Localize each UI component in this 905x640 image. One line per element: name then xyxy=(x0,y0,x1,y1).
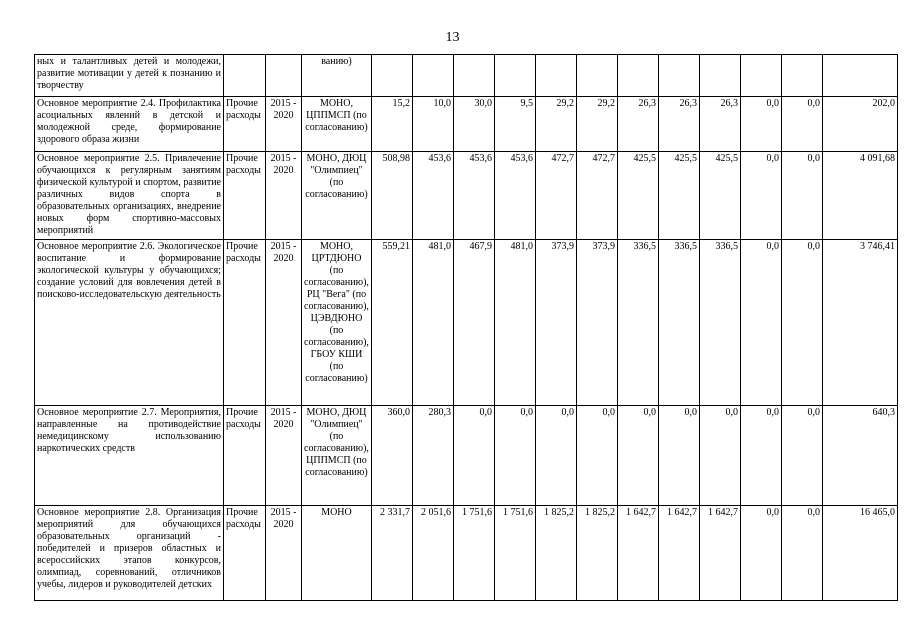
value-cell: 453,6 xyxy=(412,152,453,240)
value-cell: 0,0 xyxy=(740,406,781,506)
value-cell: 15,2 xyxy=(371,97,412,152)
table-row xyxy=(35,406,898,506)
value-cell: 29,2 xyxy=(535,97,576,152)
value-cell: 0,0 xyxy=(781,240,822,406)
table-row xyxy=(35,506,898,601)
total-cell: 202,0 xyxy=(822,97,897,152)
value-cell: 0,0 xyxy=(494,406,535,506)
executor: МОНО, ДЮЦ "Олимпиец" (по согласованию) xyxy=(302,152,372,240)
value-cell: 0,0 xyxy=(781,406,822,506)
total-cell: 3 746,41 xyxy=(822,240,897,406)
table-row xyxy=(35,152,898,240)
value-cell: 336,5 xyxy=(617,240,658,406)
period xyxy=(266,55,302,97)
activity-description: Основное мероприятие 2.8. Организация мероприятий для обучающихся образовательных организаций - победителей и призеров областных и всероссийских этапов конкурсов, олимпиад, соревнований, отличников учебы, лидеров и руководителей детских xyxy=(35,506,224,601)
value-cell: 1 642,7 xyxy=(617,506,658,601)
value-cell: 425,5 xyxy=(699,152,740,240)
total-cell: 640,3 xyxy=(822,406,897,506)
value-cell: 336,5 xyxy=(699,240,740,406)
value-cell: 425,5 xyxy=(617,152,658,240)
value-cell: 373,9 xyxy=(576,240,617,406)
value-cell: 0,0 xyxy=(699,406,740,506)
value-cell: 29,2 xyxy=(576,97,617,152)
funding-source: Прочие расходы xyxy=(224,506,266,601)
value-cell xyxy=(617,55,658,97)
period: 2015 - 2020 xyxy=(266,97,302,152)
value-cell: 336,5 xyxy=(658,240,699,406)
period: 2015 - 2020 xyxy=(266,506,302,601)
value-cell: 0,0 xyxy=(740,97,781,152)
value-cell: 453,6 xyxy=(494,152,535,240)
value-cell xyxy=(535,55,576,97)
value-cell: 0,0 xyxy=(740,152,781,240)
value-cell: 0,0 xyxy=(781,152,822,240)
activity-description: Основное мероприятие 2.7. Мероприятия, направленные на противодействие немедицинскому использованию наркотических средств xyxy=(35,406,224,506)
value-cell: 472,7 xyxy=(576,152,617,240)
value-cell: 360,0 xyxy=(371,406,412,506)
value-cell: 481,0 xyxy=(412,240,453,406)
activity-description: ных и талантливых детей и молодежи, развитие мотивации у детей к познанию и творчеству xyxy=(35,55,224,97)
table-row xyxy=(35,97,898,152)
value-cell: 1 751,6 xyxy=(453,506,494,601)
value-cell: 0,0 xyxy=(740,506,781,601)
executor: МОНО xyxy=(302,506,372,601)
value-cell: 0,0 xyxy=(617,406,658,506)
executor: МОНО, ЦРТДЮНО (по согласованию), РЦ "Вега" (по согласованию), ЦЭВДЮНО (по согласованию), ГБОУ КШИ (по согласованию) xyxy=(302,240,372,406)
total-cell: 16 465,0 xyxy=(822,506,897,601)
value-cell: 0,0 xyxy=(658,406,699,506)
value-cell xyxy=(699,55,740,97)
value-cell: 481,0 xyxy=(494,240,535,406)
value-cell: 1 825,2 xyxy=(535,506,576,601)
value-cell: 0,0 xyxy=(781,506,822,601)
value-cell: 472,7 xyxy=(535,152,576,240)
executor: МОНО, ДЮЦ "Олимпиец" (по согласованию), ЦППМСП (по согласованию) xyxy=(302,406,372,506)
value-cell xyxy=(494,55,535,97)
value-cell: 280,3 xyxy=(412,406,453,506)
value-cell: 1 751,6 xyxy=(494,506,535,601)
period: 2015 - 2020 xyxy=(266,240,302,406)
period: 2015 - 2020 xyxy=(266,152,302,240)
table-row xyxy=(35,55,898,97)
value-cell: 559,21 xyxy=(371,240,412,406)
value-cell: 425,5 xyxy=(658,152,699,240)
value-cell xyxy=(781,55,822,97)
value-cell: 0,0 xyxy=(576,406,617,506)
value-cell: 26,3 xyxy=(658,97,699,152)
value-cell: 0,0 xyxy=(535,406,576,506)
executor: ванию) xyxy=(302,55,372,97)
value-cell: 0,0 xyxy=(453,406,494,506)
value-cell: 467,9 xyxy=(453,240,494,406)
value-cell xyxy=(658,55,699,97)
page-number: 13 xyxy=(445,30,460,45)
value-cell: 26,3 xyxy=(699,97,740,152)
table-row xyxy=(35,240,898,406)
value-cell: 1 642,7 xyxy=(699,506,740,601)
funding-source: Прочие расходы xyxy=(224,240,266,406)
value-cell xyxy=(576,55,617,97)
funding-source xyxy=(224,55,266,97)
value-cell: 1 825,2 xyxy=(576,506,617,601)
value-cell xyxy=(740,55,781,97)
period: 2015 - 2020 xyxy=(266,406,302,506)
total-cell: 4 091,68 xyxy=(822,152,897,240)
expenditure-table xyxy=(34,54,898,601)
value-cell: 2 051,6 xyxy=(412,506,453,601)
executor: МОНО, ЦППМСП (по согласованию) xyxy=(302,97,372,152)
value-cell xyxy=(371,55,412,97)
value-cell: 0,0 xyxy=(781,97,822,152)
funding-source: Прочие расходы xyxy=(224,152,266,240)
value-cell xyxy=(453,55,494,97)
activity-description: Основное мероприятие 2.5. Привлечение обучающихся к регулярным занятиям физической культурой и спортом, развитие различных видов спорта в образовательных организациях, внедрение новых форм спортивно-массовых мероприятий xyxy=(35,152,224,240)
value-cell: 30,0 xyxy=(453,97,494,152)
total-cell xyxy=(822,55,897,97)
funding-source: Прочие расходы xyxy=(224,406,266,506)
funding-source: Прочие расходы xyxy=(224,97,266,152)
value-cell: 10,0 xyxy=(412,97,453,152)
value-cell: 26,3 xyxy=(617,97,658,152)
value-cell xyxy=(412,55,453,97)
value-cell: 508,98 xyxy=(371,152,412,240)
activity-description: Основное мероприятие 2.4. Профилактика асоциальных явлений в детской и молодежной среде, формирование здорового образа жизни xyxy=(35,97,224,152)
value-cell: 453,6 xyxy=(453,152,494,240)
value-cell: 2 331,7 xyxy=(371,506,412,601)
value-cell: 373,9 xyxy=(535,240,576,406)
value-cell: 9,5 xyxy=(494,97,535,152)
activity-description: Основное мероприятие 2.6. Экологическое воспитание и формирование экологической культуры у обучающихся; создание условий для вовлечения детей в поисково-исследовательскую деятельность xyxy=(35,240,224,406)
value-cell: 1 642,7 xyxy=(658,506,699,601)
value-cell: 0,0 xyxy=(740,240,781,406)
